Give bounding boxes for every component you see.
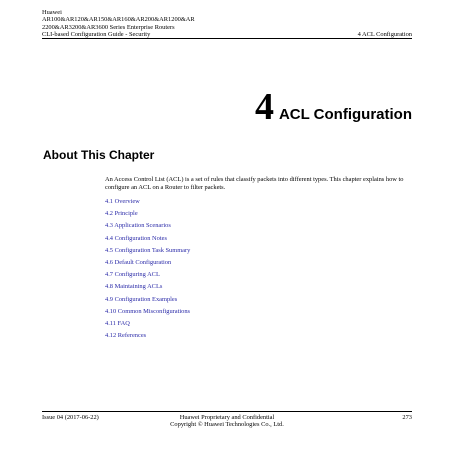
toc-link-overview[interactable]: 4.1 Overview <box>105 198 140 205</box>
toc-link-configuring-acl[interactable]: 4.7 Configuring ACL <box>105 271 160 279</box>
toc-link-references[interactable]: 4.12 References <box>105 332 147 340</box>
footer-divider <box>42 411 412 412</box>
header-chapter-ref: 4 ACL Configuration <box>357 30 412 38</box>
toc-link-common-misconfigurations[interactable]: 4.10 Common Misconfigurations <box>105 307 191 315</box>
page-header <box>42 9 412 38</box>
footer-issue: Issue 04 (2017-06-22) <box>42 414 99 421</box>
chapter-number: 4 <box>254 86 274 128</box>
toc-link-faq[interactable]: 4.11 FAQ <box>105 319 130 327</box>
header-product-line-1: AR100&AR120&AR150&AR160&AR200&AR1200&AR <box>42 16 195 24</box>
header-divider <box>42 38 412 39</box>
header-guide-title: CLI-based Configuration Guide - Security <box>42 30 151 38</box>
chapter-heading <box>255 88 412 126</box>
footer-proprietary: Huawei Proprietary and Confidential <box>179 414 275 421</box>
footer-center <box>42 414 412 429</box>
footer-copyright: Copyright © Huawei Technologies Co., Ltd. <box>170 421 284 429</box>
header-product-line-2: 2200&AR3200&AR3600 Series Enterprise Routers <box>42 23 175 31</box>
section-title: About This Chapter <box>43 148 155 162</box>
toc-link-configuration-examples[interactable]: 4.9 Configuration Examples <box>105 295 178 303</box>
toc-link-default-configuration[interactable]: 4.6 Default Configuration <box>105 258 172 266</box>
header-company: Huawei <box>42 9 62 16</box>
toc-link-application-scenarios[interactable]: 4.3 Application Scenarios <box>105 222 171 230</box>
toc-link-configuration-task-summary[interactable]: 4.5 Configuration Task Summary <box>105 246 191 254</box>
toc-link-principle[interactable]: 4.2 Principle <box>105 210 138 218</box>
footer-page-number: 273 <box>402 414 412 421</box>
intro-paragraph: An Access Control List (ACL) is a set of rules that classify packets into different types. This chapter explains how to configure an ACL on a Router to filter packets. <box>105 176 404 191</box>
chapter-title: ACL Configuration <box>278 106 412 123</box>
toc-link-configuration-notes[interactable]: 4.4 Configuration Notes <box>105 234 167 242</box>
toc-list <box>105 196 190 342</box>
toc-link-maintaining-acls[interactable]: 4.8 Maintaining ACLs <box>105 283 163 291</box>
